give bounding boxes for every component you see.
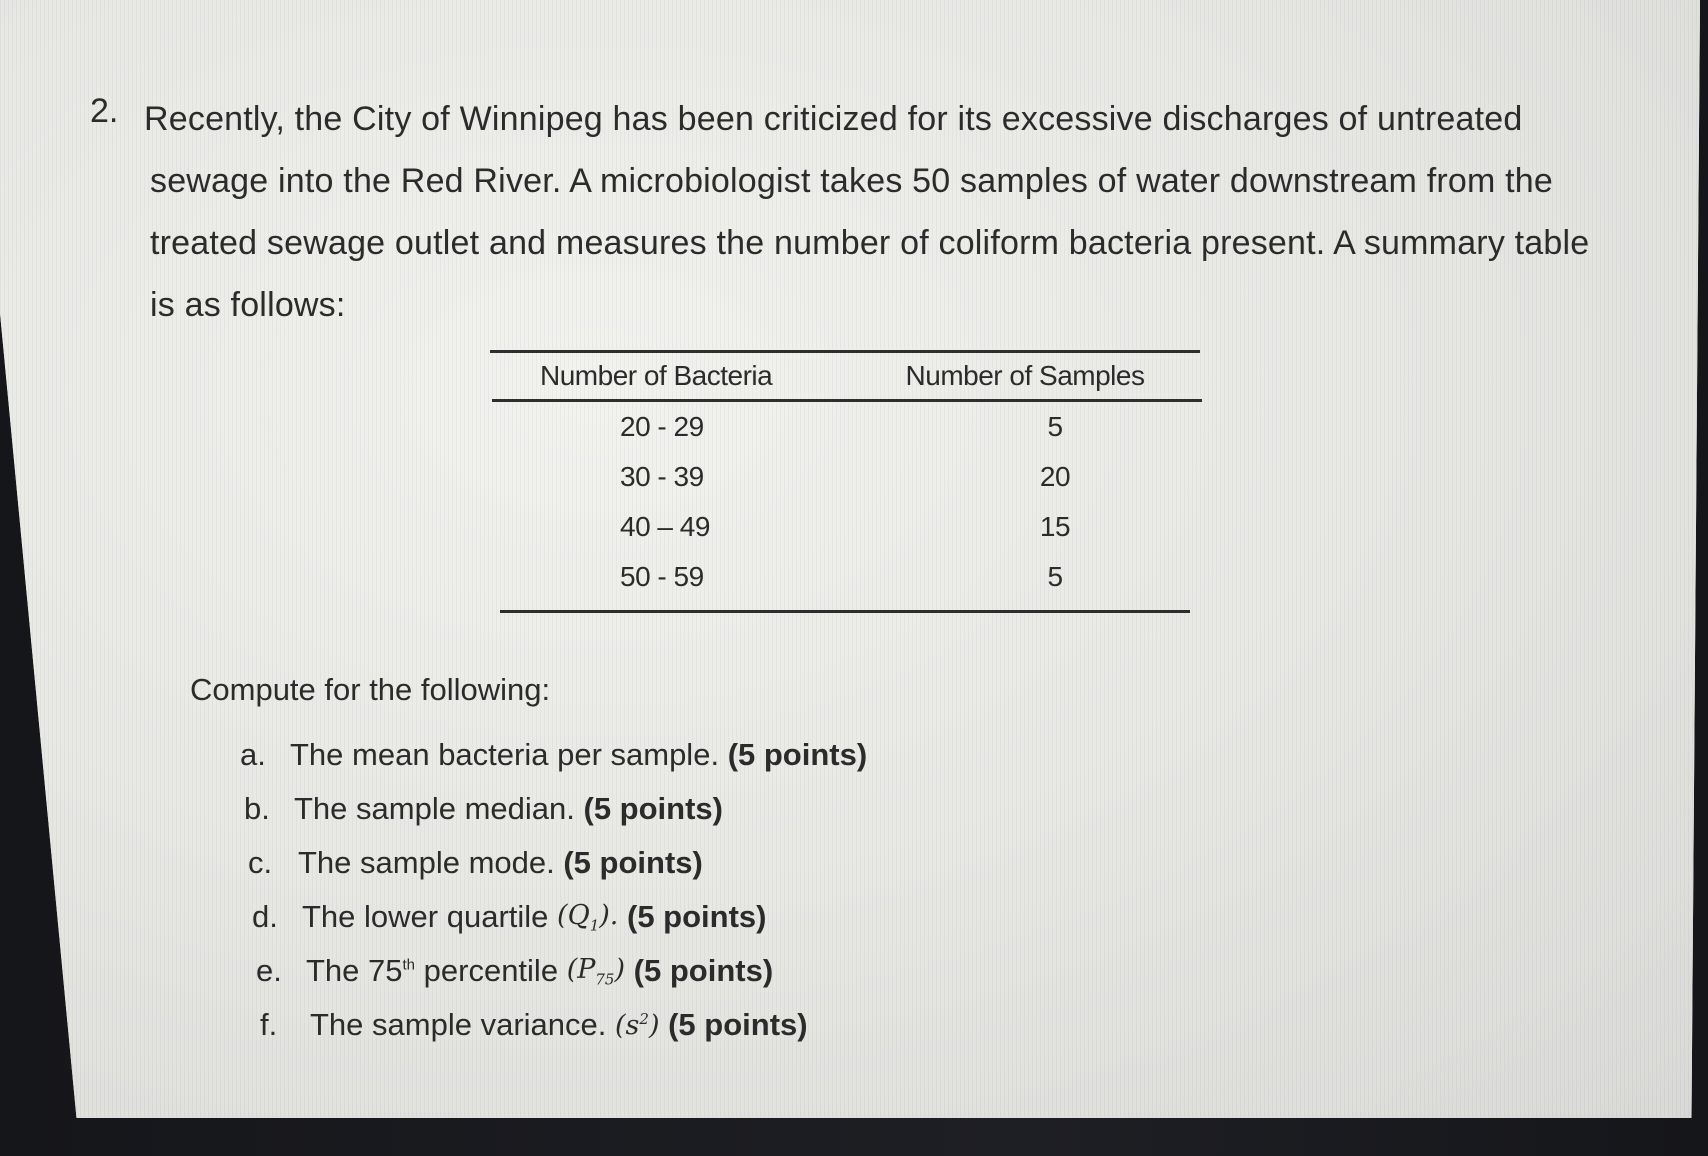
item-letter: c. bbox=[248, 845, 273, 880]
question-text bbox=[144, 88, 1670, 336]
sample-count-cell: 5 bbox=[1047, 411, 1063, 442]
task-item bbox=[252, 890, 867, 944]
q1-symbol: $(Q_1)$. bbox=[557, 899, 619, 935]
bacteria-range-cell: 20 - 29 bbox=[620, 411, 704, 442]
item-points: (5 points) bbox=[668, 1007, 808, 1042]
table-bottom-rule bbox=[500, 610, 1190, 613]
item-points: (5 points) bbox=[627, 899, 767, 934]
item-text: The mean bacteria per sample. bbox=[290, 737, 720, 772]
item-points: (5 points) bbox=[583, 791, 723, 826]
item-letter: d. bbox=[252, 899, 278, 934]
item-letter: f. bbox=[260, 1007, 278, 1042]
sample-count-cell: 5 bbox=[1047, 561, 1063, 592]
item-text: The sample variance. bbox=[310, 1007, 607, 1042]
item-text: The 75th percentile bbox=[306, 953, 559, 988]
item-text: The sample mode. bbox=[298, 845, 555, 880]
item-letter: b. bbox=[244, 791, 270, 826]
question-line: Recently, the City of Winnipeg has been criticized for its excessive discharges of untreated bbox=[144, 100, 1523, 138]
variance-symbol: $(s^2)$ bbox=[615, 1009, 660, 1041]
sample-count-cell: 15 bbox=[1039, 511, 1071, 542]
header-number-of-bacteria: Number of Bacteria bbox=[540, 360, 773, 391]
question-line: is as follows: bbox=[150, 286, 346, 324]
item-points: (5 points) bbox=[633, 953, 774, 988]
table-row bbox=[490, 452, 1200, 502]
task-list bbox=[240, 728, 867, 1052]
item-text: The sample median. bbox=[294, 791, 575, 826]
task-item bbox=[248, 836, 867, 890]
table-row bbox=[490, 552, 1200, 602]
question-number: 2. bbox=[90, 92, 119, 130]
item-points: (5 points) bbox=[563, 845, 703, 880]
question-line: sewage into the Red River. A microbiologist takes 50 samples of water downstream from the bbox=[150, 162, 1554, 200]
task-item bbox=[240, 728, 867, 782]
item-letter: a. bbox=[240, 737, 266, 772]
bacteria-range-cell: 30 - 39 bbox=[620, 461, 704, 492]
table-row bbox=[490, 502, 1200, 552]
item-text: The lower quartile bbox=[302, 899, 549, 934]
task-item bbox=[244, 782, 867, 836]
summary-table bbox=[490, 350, 1200, 613]
item-letter: e. bbox=[256, 953, 282, 988]
task-item bbox=[260, 998, 867, 1052]
bacteria-range-cell: 40 – 49 bbox=[620, 511, 710, 542]
table-row bbox=[490, 402, 1200, 452]
p75-symbol: $(P_{75})$ bbox=[566, 953, 626, 989]
bacteria-range-cell: 50 - 59 bbox=[620, 561, 704, 592]
task-item bbox=[256, 944, 867, 998]
question-line: treated sewage outlet and measures the number of coliform bacteria present. A summary table bbox=[150, 224, 1590, 262]
sample-count-cell: 20 bbox=[1039, 461, 1071, 492]
item-points: (5 points) bbox=[727, 737, 868, 772]
table-header-row bbox=[490, 353, 1200, 399]
compute-intro: Compute for the following: bbox=[190, 672, 551, 707]
header-number-of-samples: Number of Samples bbox=[905, 360, 1145, 391]
